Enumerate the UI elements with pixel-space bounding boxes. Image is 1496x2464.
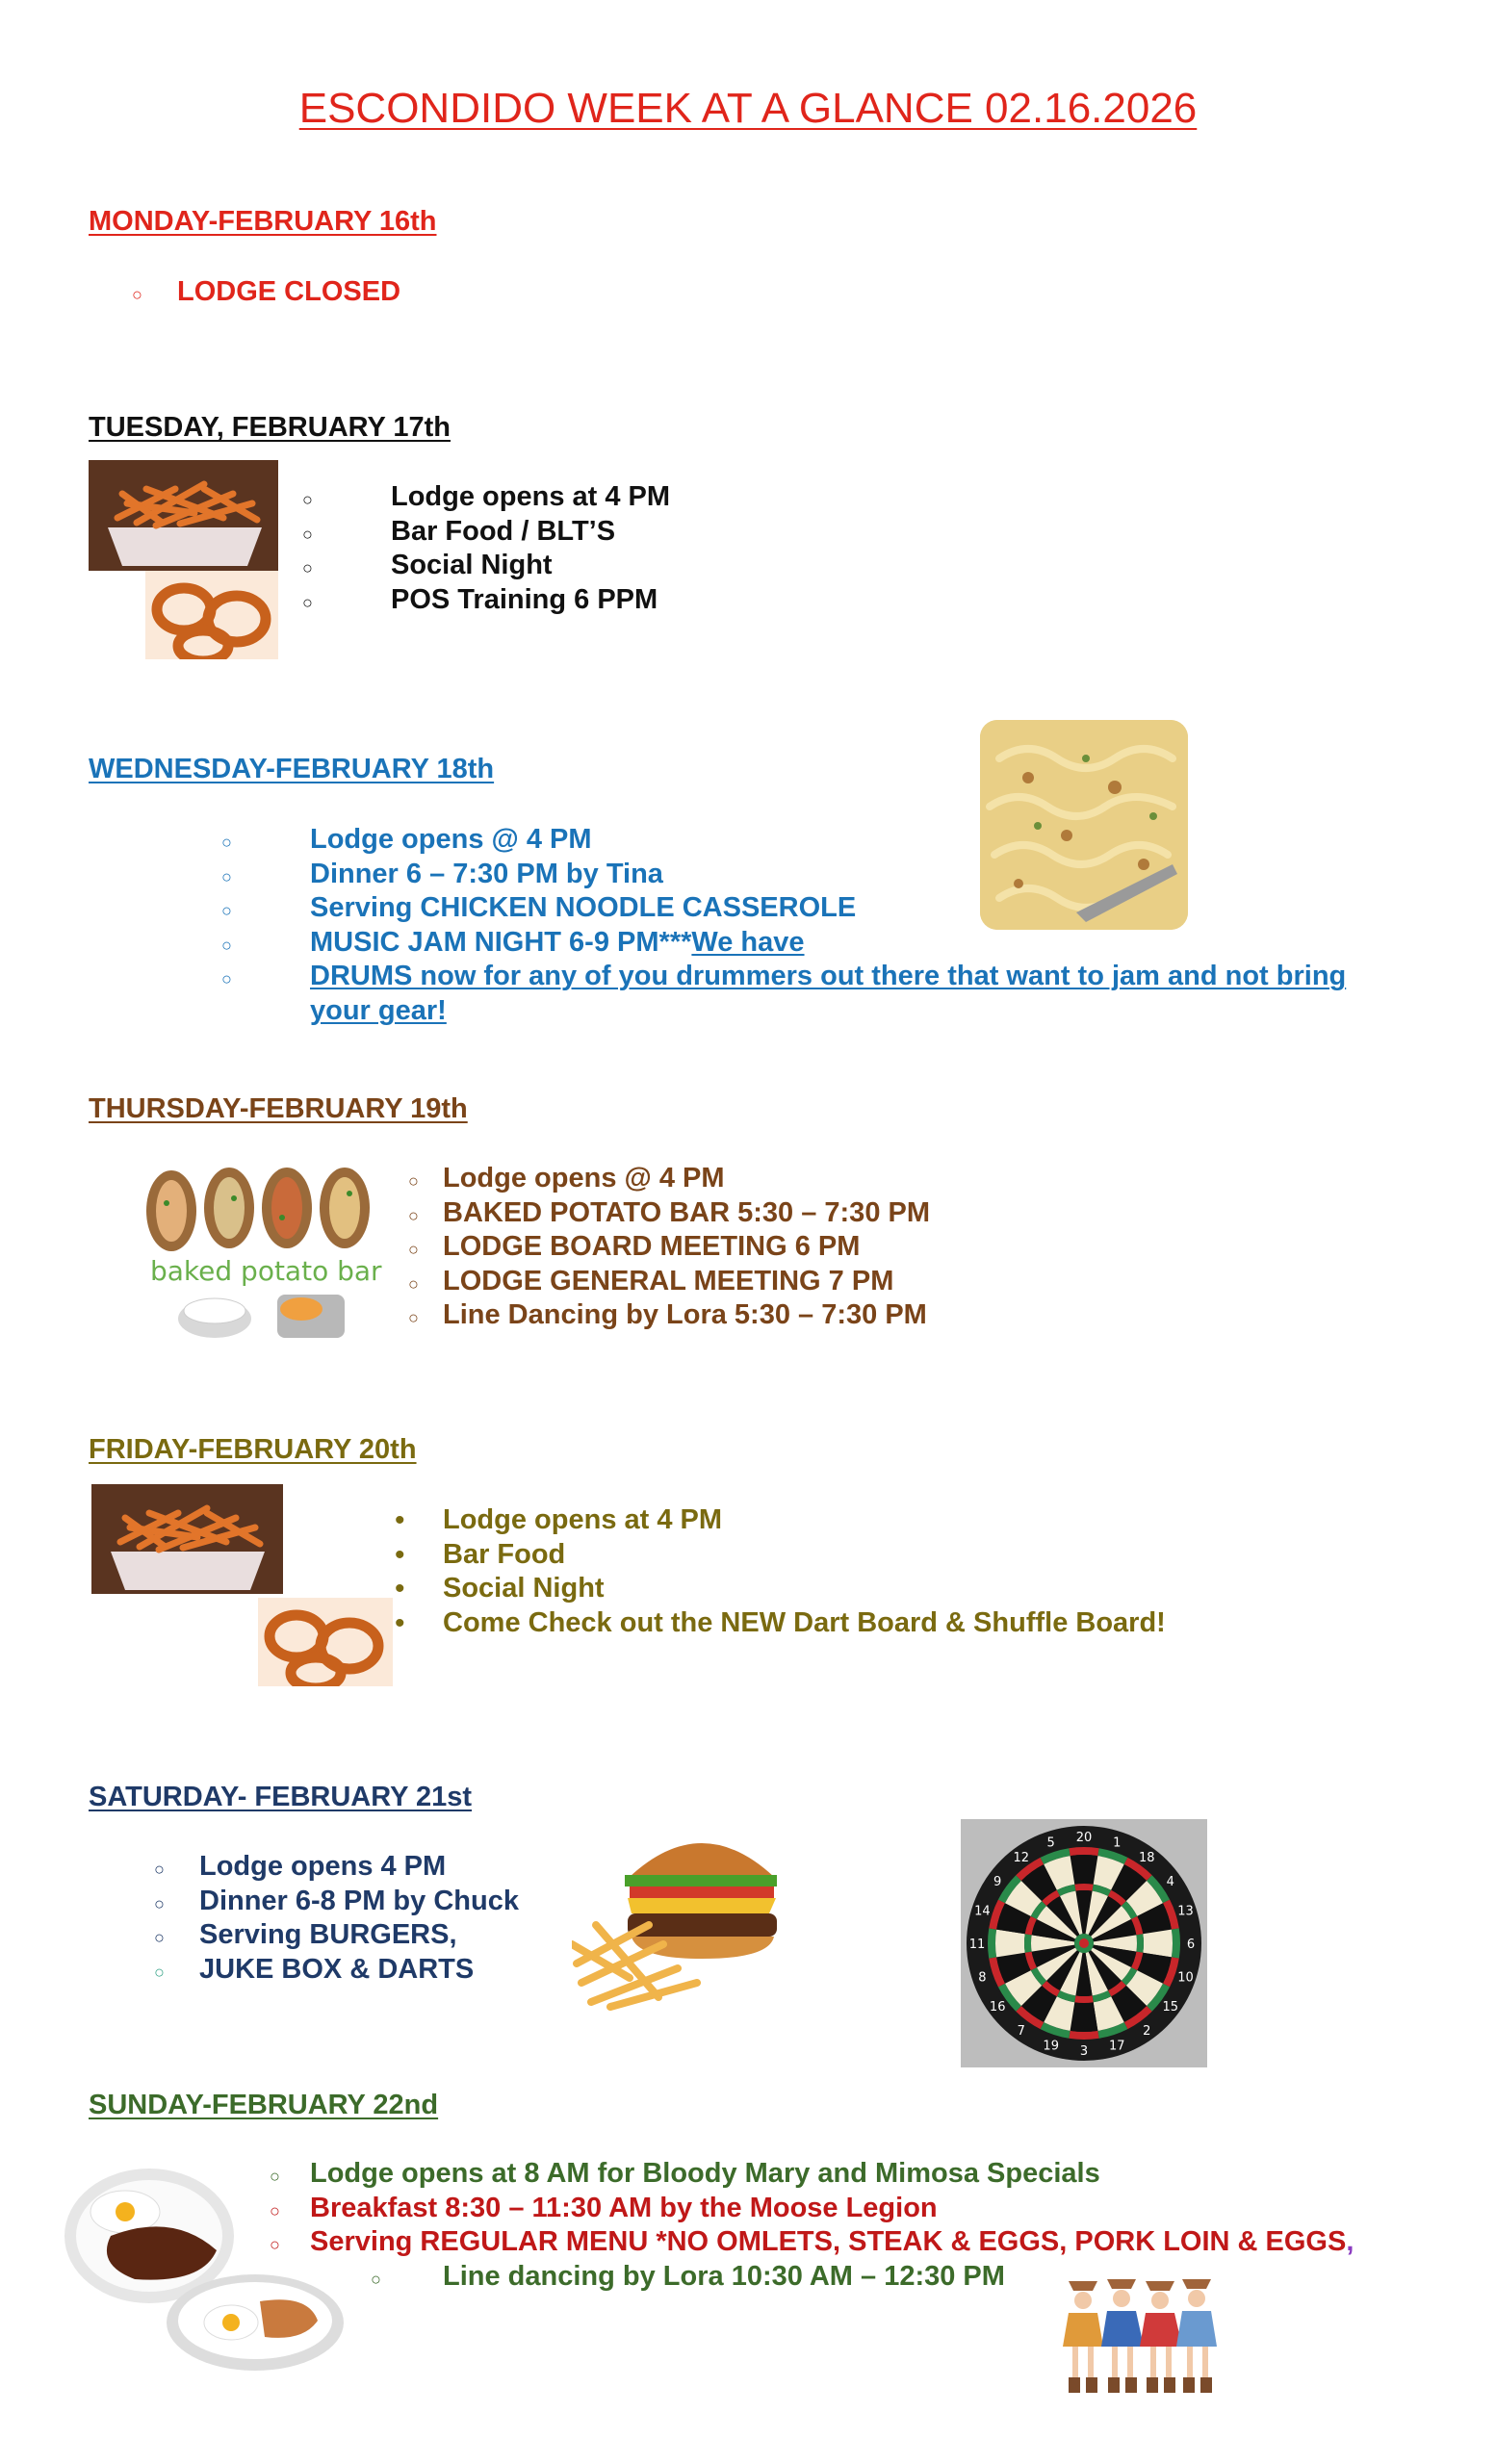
fries-icon [89,460,278,571]
bullet-icon [302,549,313,586]
bullet-icon [302,480,313,518]
bullet-icon [270,2192,280,2229]
dartboard-number: 13 [1177,1904,1194,1919]
list-item: • Social Night [395,1572,1166,1606]
bullet-icon [395,1503,405,1539]
bullet-icon [132,275,142,313]
monday-heading: MONDAY-FEBRUARY 16th [89,206,437,237]
onion-rings-icon [258,1598,393,1686]
dartboard-number: 19 [1043,2039,1059,2054]
burger-icon [572,1810,782,2012]
list-item: ○ Line dancing by Lora 10:30 AM – 12:30 PM [270,2260,1354,2295]
dartboard-number: 8 [978,1970,987,1986]
list-item: ○ Line Dancing by Lora 5:30 – 7:30 PM [408,1298,930,1333]
wednesday-list [221,823,1346,1028]
dartboard-triple-ring [1024,1934,1032,1952]
link-drums-cont[interactable]: your gear! [310,994,447,1026]
link-drums[interactable]: DRUMS now for any of you drummers out there that want to jam and not bring [310,961,1347,991]
bullet-icon [408,1298,419,1336]
bullet-icon [371,2260,381,2297]
dartboard-double-ring [1172,1928,1180,1958]
dartboard-number: 6 [1186,1938,1196,1952]
tuesday-heading: TUESDAY, FEBRUARY 17th [89,412,451,443]
list-item: ○ LODGE BOARD MEETING 6 PM [408,1230,930,1265]
bullet-icon [408,1265,419,1302]
list-item: ○ LODGE GENERAL MEETING 7 PM [408,1265,930,1299]
dartboard-double-ring [1069,2031,1098,2040]
dartboard-icon [961,1819,1207,2067]
potato-bar-caption: baked potato bar [150,1255,382,1287]
bullet-icon [221,823,232,860]
bullet-icon [408,1230,419,1268]
dartboard-segment [995,1930,1025,1958]
dartboard-number: 15 [1162,2000,1179,2015]
dartboard-bullseye [1079,1938,1089,1948]
list-item: • Lodge opens at 4 PM [395,1503,1166,1538]
dartboard-double-ring [1069,1847,1098,1856]
monday-list [132,275,400,310]
list-item: ○ Dinner 6-8 PM by Chuck [154,1885,519,1919]
bullet-icon [154,1953,165,1990]
list-item: ○ Lodge opens 4 PM [154,1850,519,1885]
list-item: ○ POS Training 6 PPM [302,583,670,618]
dartboard-segment [1143,1930,1173,1958]
list-item: ○ JUKE BOX & DARTS [154,1953,519,1988]
list-item: ○ Dinner 6 – 7:30 PM by Tina [221,858,1346,892]
comma: , [1346,2226,1354,2257]
bullet-icon [221,891,232,929]
dartboard-segment [1070,2002,1098,2032]
bullet-icon [302,583,313,621]
list-item: ○ BAKED POTATO BAR 5:30 – 7:30 PM [408,1196,930,1231]
dartboard-number: 5 [1046,1835,1055,1851]
sunday-list [270,2157,1354,2294]
list-item: ○ Bar Food / BLT’S [302,515,670,550]
dartboard-number: 17 [1109,2039,1125,2054]
thursday-list [408,1162,930,1333]
list-item: ○ MUSIC JAM NIGHT 6-9 PM***We have [221,926,1346,961]
dartboard-number: 1 [1113,1835,1122,1851]
tuesday-list [302,480,670,617]
bullet-icon [395,1538,405,1574]
dartboard-triple-ring [1074,1884,1093,1891]
list-item: ○ Breakfast 8:30 – 11:30 AM by the Moose Legion [270,2192,1354,2226]
bullet-icon [408,1196,419,1234]
dartboard-number: 7 [1017,2023,1025,2039]
page-title: ESCONDIDO WEEK AT A GLANCE 02.16.2026 [298,85,1198,132]
list-item: ○ Social Night [302,549,670,583]
saturday-list [154,1850,519,1987]
bullet-icon [395,1572,405,1607]
list-item: • Bar Food [395,1538,1166,1573]
bullet-icon [302,515,313,552]
saturday-heading: SATURDAY- FEBRUARY 21st [89,1782,473,1812]
list-item: • Come Check out the NEW Dart Board & Shuffle Board! [395,1606,1166,1641]
dartboard-number: 16 [989,2000,1006,2015]
bullet-icon [154,1850,165,1887]
bullet-icon [395,1606,405,1642]
bullet-icon [270,2157,280,2194]
list-item [221,960,1346,994]
fries-icon [91,1484,283,1594]
list-item: ○ Lodge opens @ 4 PM [221,823,1346,858]
dartboard-segment [1070,1855,1098,1885]
list-item: ○ Serving REGULAR MENU *NO OMLETS, STEAK & EGGS, PORK LOIN & EGGS, [270,2225,1354,2260]
dartboard-number: 3 [1079,2044,1089,2059]
wednesday-heading: WEDNESDAY-FEBRUARY 18th [89,754,495,784]
onion-rings-icon [145,571,278,659]
bullet-icon [154,1918,165,1956]
list-item: ○ Lodge opens at 4 PM [302,480,670,515]
bullet-icon [154,1885,165,1922]
bullet-icon [408,1162,419,1199]
sunday-heading: SUNDAY-FEBRUARY 22nd [89,2090,439,2120]
thursday-heading: THURSDAY-FEBRUARY 19th [89,1093,468,1124]
dartboard-triple-ring [1136,1934,1144,1952]
list-item: ○ Lodge opens @ 4 PM [408,1162,930,1196]
dartboard-triple-ring [1074,1995,1093,2003]
friday-heading: FRIDAY-FEBRUARY 20th [89,1434,417,1465]
dartboard-number: 11 [968,1938,986,1952]
dartboard-number: 4 [1166,1874,1174,1889]
dartboard-number: 20 [1075,1831,1093,1845]
list-item [221,994,1346,1029]
list-item: ○ Lodge opens at 8 AM for Bloody Mary and Mimosa Specials [270,2157,1354,2192]
dartboard-number: 9 [993,1874,1002,1889]
dartboard-number: 14 [974,1904,991,1919]
link-we-have[interactable]: We have [691,926,805,958]
list-item: ○ Serving CHICKEN NOODLE CASSEROLE [221,891,1346,926]
list-item: ○ LODGE CLOSED [132,275,400,310]
dartboard-number: 12 [1013,1851,1030,1866]
baked-potato-bar-icon [142,1165,385,1348]
dartboard-double-ring [988,1928,996,1958]
list-item: ○ Serving BURGERS, [154,1918,519,1953]
bullet-icon [221,858,232,895]
bullet-icon [221,960,232,997]
dartboard-number: 2 [1143,2023,1151,2039]
friday-list [395,1503,1166,1640]
bullet-icon [270,2225,280,2263]
dartboard-number: 10 [1177,1970,1194,1986]
bullet-icon [221,926,232,963]
dartboard-number: 18 [1138,1851,1155,1866]
